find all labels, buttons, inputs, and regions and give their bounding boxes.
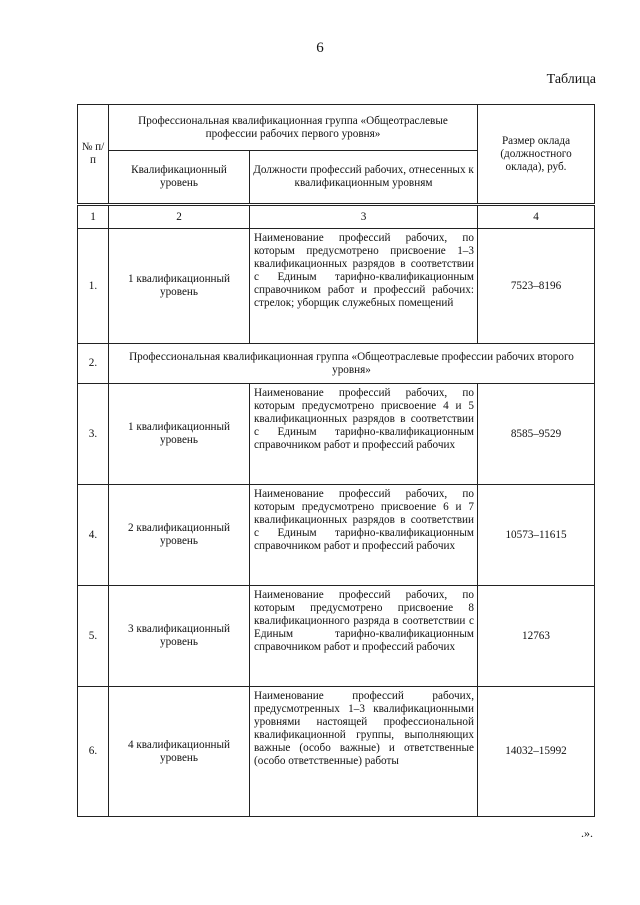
row-salary: 10573–11615 [478,485,595,586]
header-posts: Должности профессий рабочих, отнесенных к квалификационным уровням [250,151,478,205]
table-row [78,229,595,344]
row-posts: Наименование профессий рабочих, по которым предусмотрено присвоение 1–3 квалификационных разрядов в соответствии с Единым тарифно-квалификационным справочником работ и профессий рабочих: стрелок; уборщик служебных помещений [250,229,478,344]
row-level: 3 квалификационный уровень [109,586,250,687]
table-caption: Таблица [546,72,596,87]
row-posts: Наименование профессий рабочих, по которым предусмотрено присвоение 4 и 5 квалификационных разрядов в соответствии с Единым тарифно-квалификационным справочником работ и профессий рабочих [250,384,478,485]
row-level: 2 квалификационный уровень [109,485,250,586]
row-level: 1 квалификационный уровень [109,229,250,344]
row-num: 2. [78,344,109,384]
salary-table [77,104,595,817]
column-number: 1 [78,205,109,229]
row-num: 1. [78,229,109,344]
table-row-group [78,344,595,384]
row-num: 6. [78,687,109,817]
header-group1-title: Профессиональная квалификационная группа «Общеотраслевые профессии рабочих первого уровня» [109,105,478,151]
column-number: 4 [478,205,595,229]
header-num: № п/п [78,105,109,205]
row-salary: 14032–15992 [478,687,595,817]
row-level: 1 квалификационный уровень [109,384,250,485]
closing-quote-mark: .». [581,826,593,840]
table-row [78,687,595,817]
row-group-title: Профессиональная квалификационная группа «Общеотраслевые профессии рабочих второго уровня» [109,344,595,384]
row-posts: Наименование профессий рабочих, предусмотренных 1–3 квалификационными уровнями настоящей профессиональной квалификационной группы, выполняющих важные (особо важные) и ответственные (особо ответственные) работы [250,687,478,817]
row-num: 4. [78,485,109,586]
table-row [78,586,595,687]
table-header-row [78,105,595,151]
column-numbers-row [78,205,595,229]
row-salary: 12763 [478,586,595,687]
row-posts: Наименование профессий рабочих, по которым предусмотрено присвоение 6 и 7 квалификационных разрядов в соответствии с Единым тарифно-квалификационным справочником работ и профессий рабочих [250,485,478,586]
page-number: 6 [316,40,324,56]
table-row [78,384,595,485]
row-posts: Наименование профессий рабочих, по которым предусмотрено присвоение 8 квалификационного разряда в соответствии с Единым тарифно-квалификационным справочником работ и профессий рабочих [250,586,478,687]
header-level: Квалификационный уровень [109,151,250,205]
row-level: 4 квалификационный уровень [109,687,250,817]
row-salary: 8585–9529 [478,384,595,485]
column-number: 3 [250,205,478,229]
table-row [78,485,595,586]
row-num: 5. [78,586,109,687]
row-salary: 7523–8196 [478,229,595,344]
header-salary: Размер оклада (должностного оклада), руб. [478,105,595,205]
column-number: 2 [109,205,250,229]
row-num: 3. [78,384,109,485]
